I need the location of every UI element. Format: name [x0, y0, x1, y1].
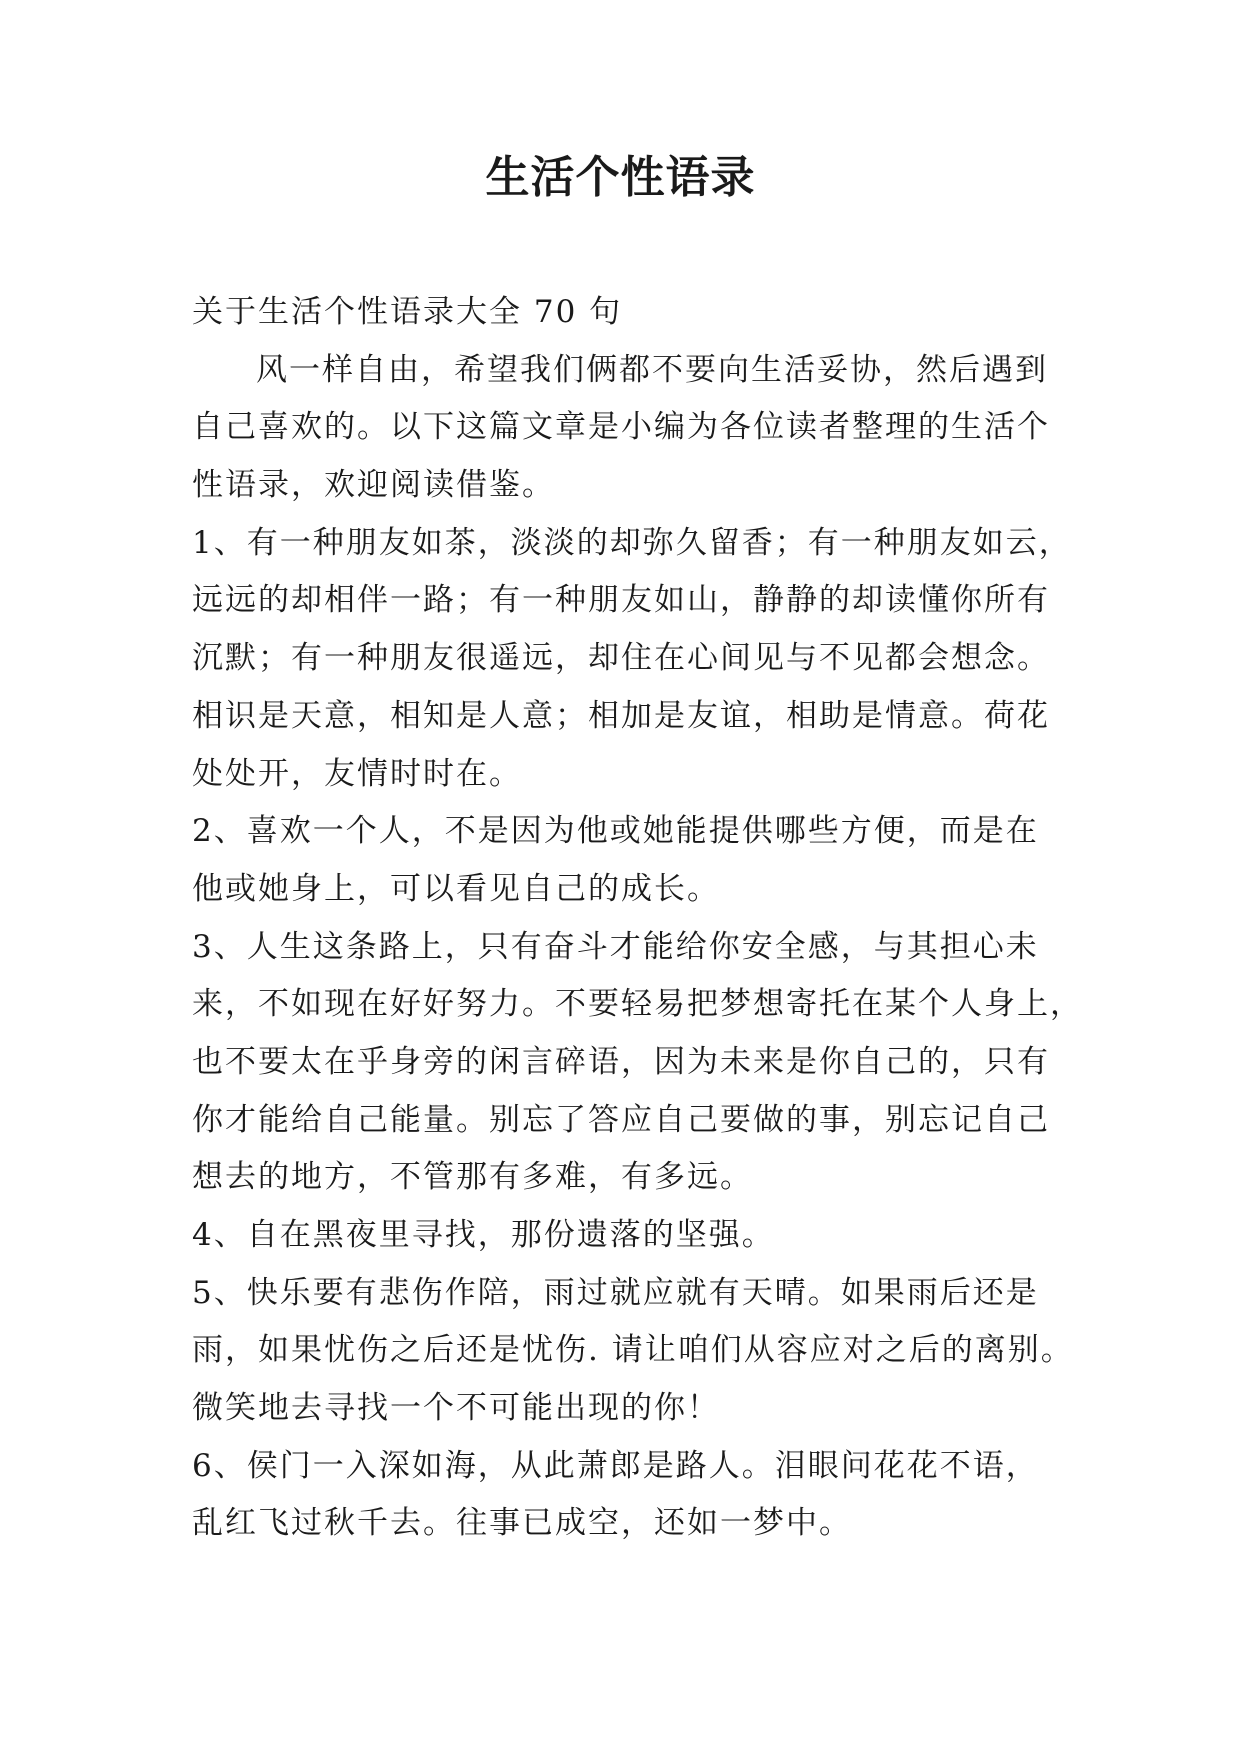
quote-line: 也不要太在乎身旁的闲言碎语，因为未来是你自己的，只有 — [192, 1043, 1050, 1080]
quote-line: 5、快乐要有悲伤作陪，雨过就应就有天晴。如果雨后还是 — [192, 1274, 1039, 1311]
quote-line: 沉默；有一种朋友很遥远，却住在心间见与不见都会想念。 — [192, 640, 1050, 677]
quote-line: 远远的却相伴一路；有一种朋友如山，静静的却读懂你所有 — [192, 582, 1050, 619]
quote-item-3 — [192, 919, 1083, 1207]
quote-item-4 — [192, 1207, 1064, 1265]
quote-line: 处处开，友情时时在。 — [192, 755, 522, 792]
quote-line: 雨，如果忧伤之后还是忧伤. 请让咱们从容应对之后的离别。 — [192, 1332, 1074, 1369]
quote-line: 1、有一种朋友如茶，淡淡的却弥久留香；有一种朋友如云， — [192, 524, 1072, 561]
quote-item-2 — [192, 803, 1064, 918]
quote-line: 来，不如现在好好努力。不要轻易把梦想寄托在某个人身上， — [192, 986, 1083, 1023]
intro-paragraph — [192, 342, 1064, 515]
subtitle-line: 关于生活个性语录大全 70 句 — [192, 294, 623, 330]
quote-line: 你才能给自己能量。别忘了答应自己要做的事，别忘记自己 — [192, 1101, 1050, 1138]
quote-line: 2、喜欢一个人，不是因为他或她能提供哪些方便，而是在 — [192, 813, 1039, 850]
document-body — [192, 284, 1083, 1553]
quote-line: 4、自在黑夜里寻找，那份遗落的坚强。 — [192, 1217, 775, 1253]
quote-line: 相识是天意，相知是人意；相加是友谊，相助是情意。荷花 — [192, 697, 1050, 734]
quote-line: 微笑地去寻找一个不可能出现的你！ — [192, 1390, 720, 1427]
intro-line: 自己喜欢的。以下这篇文章是小编为各位读者整理的生活个 — [192, 409, 1050, 446]
quote-line: 想去的地方，不管那有多难，有多远。 — [192, 1159, 753, 1196]
intro-line: 性语录，欢迎阅读借鉴。 — [192, 467, 555, 504]
document-title: 生活个性语录 — [485, 152, 756, 203]
quote-line: 6、侯门一入深如海，从此萧郎是路人。泪眼问花花不语， — [192, 1447, 1039, 1484]
quote-item-1 — [192, 515, 1072, 803]
intro-line: 风一样自由，希望我们俩都不要向生活妥协，然后遇到 — [256, 351, 1048, 388]
quote-line: 他或她身上，可以看见自己的成长。 — [192, 870, 720, 907]
quote-item-5 — [192, 1265, 1074, 1438]
quote-item-6 — [192, 1438, 1064, 1553]
quote-line: 乱红飞过秋千去。往事已成空，还如一梦中。 — [192, 1505, 852, 1542]
quote-line: 3、人生这条路上，只有奋斗才能给你安全感，与其担心未 — [192, 928, 1039, 965]
